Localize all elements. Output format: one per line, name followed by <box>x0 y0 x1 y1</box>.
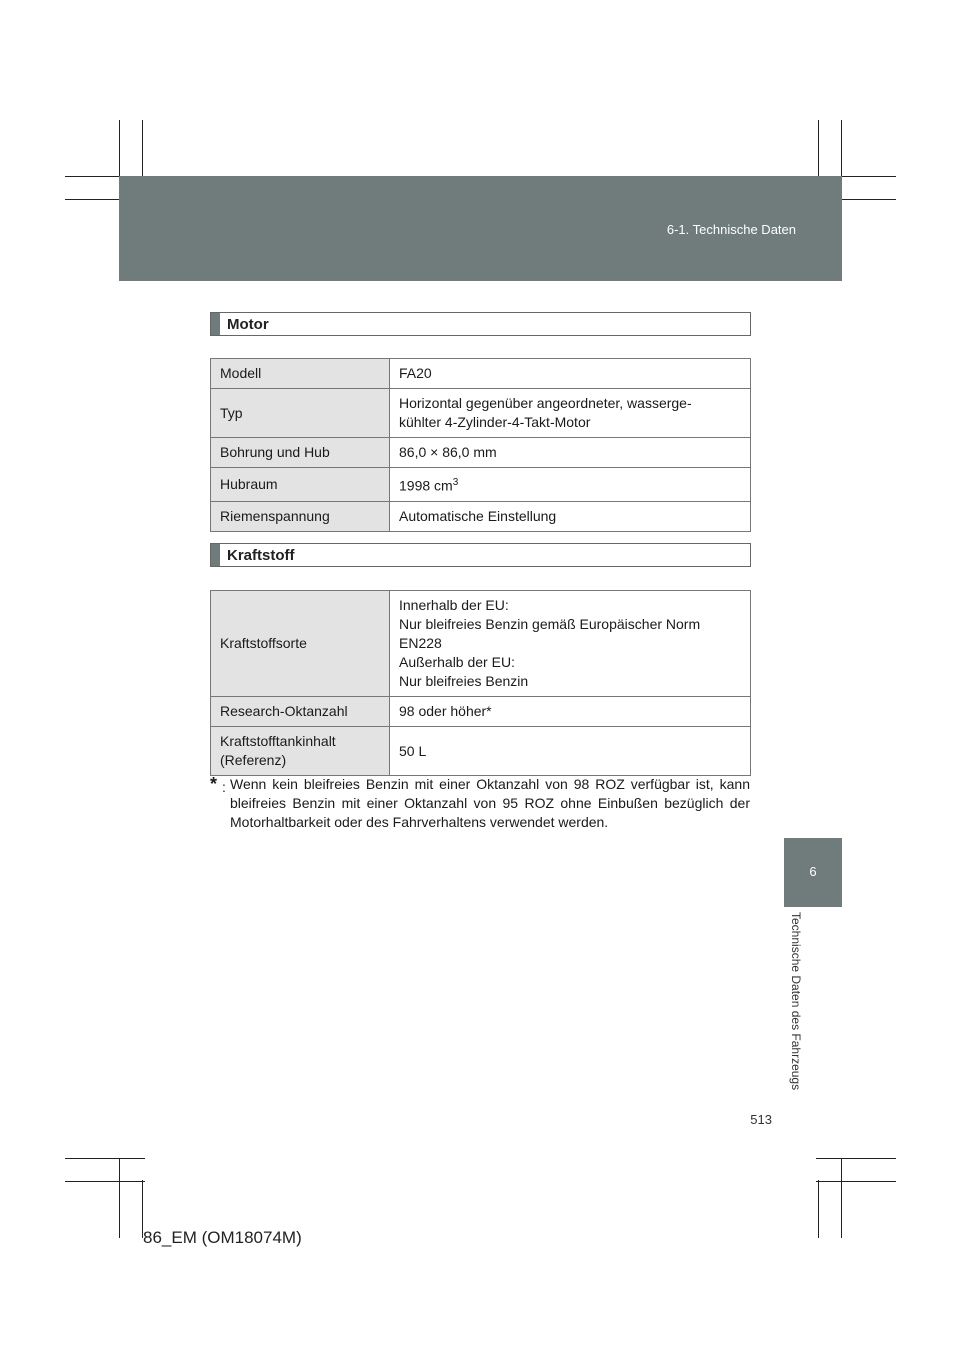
row-value-line: Innerhalb der EU: <box>399 597 509 613</box>
kraftstoff-heading <box>210 543 751 567</box>
row-key-line: Kraftstofftankinhalt <box>220 733 336 749</box>
row-value-line: Horizontal gegenüber angeordneter, wasserge- <box>399 395 692 411</box>
row-key: Bohrung und Hub <box>211 438 390 468</box>
chapter-number: 6 <box>809 864 817 879</box>
table-row <box>211 697 751 727</box>
row-value-line: Nur bleifreies Benzin gemäß Europäischer Norm <box>399 616 701 632</box>
crop-mark <box>65 1181 145 1182</box>
row-key: Modell <box>211 359 390 389</box>
crop-mark <box>65 1158 145 1159</box>
row-value <box>390 468 751 502</box>
chapter-tab <box>784 838 842 907</box>
unit-superscript: 3 <box>452 477 459 488</box>
row-value-line: kühlter 4-Zylinder-4-Takt-Motor <box>399 414 591 430</box>
row-key: Riemenspannung <box>211 501 390 531</box>
footnote-marker: * <box>210 774 218 794</box>
row-key <box>211 727 390 776</box>
row-value <box>390 389 751 438</box>
crop-mark <box>816 1181 896 1182</box>
motor-heading-text: Motor <box>227 316 269 333</box>
kraftstoff-heading-text: Kraftstoff <box>227 547 295 564</box>
row-key-line: (Referenz) <box>220 752 287 768</box>
header-band <box>119 176 842 281</box>
kraftstoff-table <box>210 590 751 776</box>
crop-mark <box>119 1158 120 1238</box>
row-value <box>390 591 751 697</box>
table-row <box>211 501 751 531</box>
table-row <box>211 468 751 502</box>
row-value: 50 L <box>390 727 751 776</box>
crop-mark <box>818 1180 819 1238</box>
chapter-label <box>789 912 821 1102</box>
chapter-label-text: Technische Daten des Fahrzeugs <box>789 912 803 1091</box>
row-value: 86,0 × 86,0 mm <box>390 438 751 468</box>
row-value-line: Nur bleifreies Benzin <box>399 673 529 689</box>
document-code: 86_EM (OM18074M) <box>143 1228 302 1247</box>
heading-bar <box>211 544 220 566</box>
heading-bar <box>211 313 220 335</box>
table-row <box>211 438 751 468</box>
row-value: FA20 <box>390 359 751 389</box>
table-row <box>211 727 751 776</box>
row-key: Hubraum <box>211 468 390 502</box>
row-value-line: EN228 <box>399 635 442 651</box>
row-value-line: Außerhalb der EU: <box>399 654 515 670</box>
table-row <box>211 359 751 389</box>
crop-mark <box>816 1158 896 1159</box>
footnote-colon: : <box>222 779 226 795</box>
motor-heading <box>210 312 751 336</box>
crop-mark <box>841 1158 842 1238</box>
table-row <box>211 389 751 438</box>
motor-table <box>210 358 751 532</box>
row-value: 98 oder höher* <box>390 697 751 727</box>
footnote <box>210 775 750 832</box>
row-key: Typ <box>211 389 390 438</box>
row-key: Research-Oktanzahl <box>211 697 390 727</box>
section-title: 6-1. Technische Daten <box>666 222 796 237</box>
row-value: Automatische Einstellung <box>390 501 751 531</box>
row-key: Kraftstoffsorte <box>211 591 390 697</box>
displacement-value: 1998 cm <box>399 477 453 494</box>
footnote-text: Wenn kein bleifreies Benzin mit einer Oktanzahl von 98 ROZ verfügbar ist, kann bleifreies Benzin mit einer Oktanzahl von 95 ROZ ohne Einbußen bezüglich der Motorhaltbarkeit oder des Fahrverhaltens verwendet werden. <box>230 776 750 830</box>
table-row <box>211 591 751 697</box>
page-number: 513 <box>750 1112 772 1127</box>
